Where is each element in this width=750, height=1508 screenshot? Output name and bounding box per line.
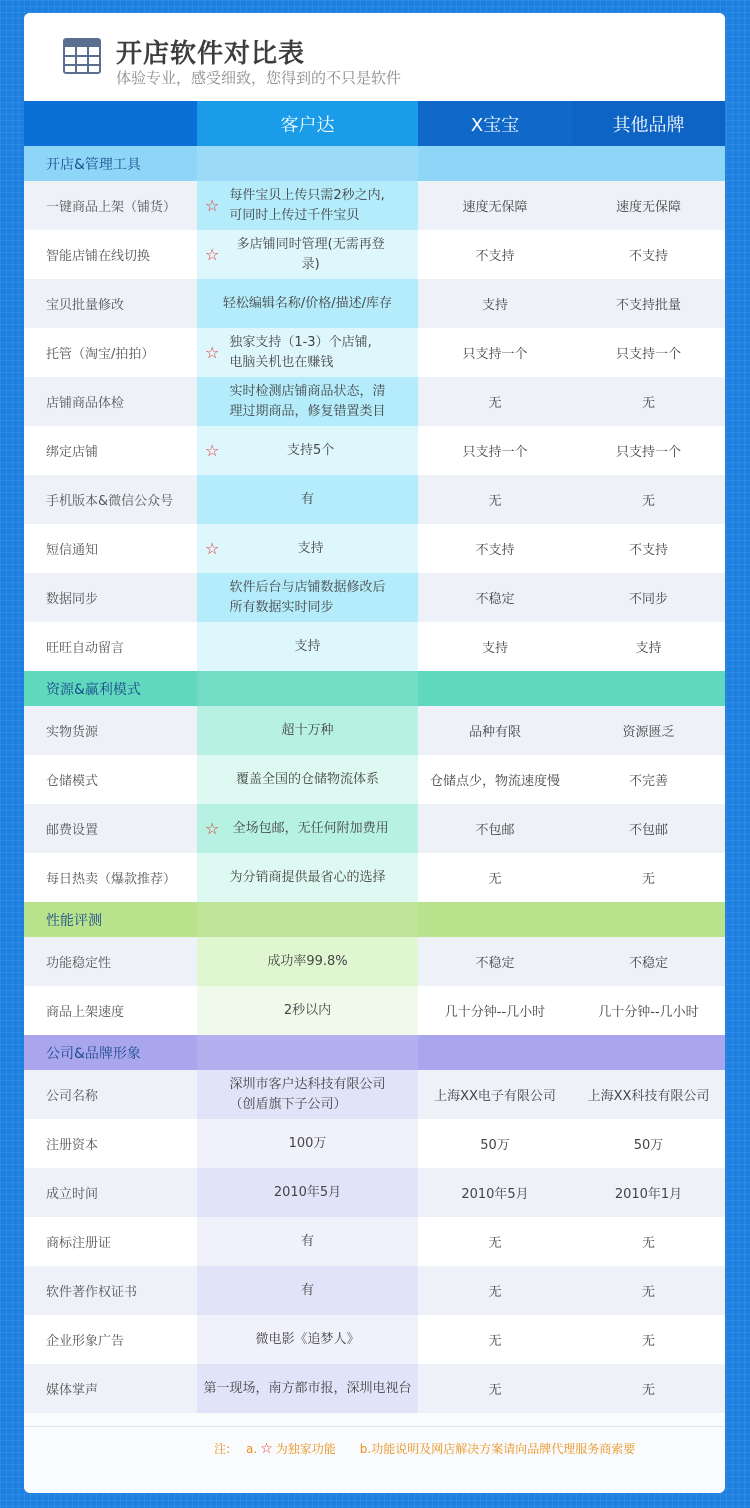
table-row bbox=[24, 853, 725, 902]
kehuda-text bbox=[236, 770, 379, 790]
page-header bbox=[24, 13, 725, 101]
column-header-row bbox=[24, 101, 725, 146]
kehuda-text-line: 支持5个 bbox=[287, 442, 335, 458]
table-row bbox=[24, 755, 725, 804]
row-label: 商标注册证 bbox=[46, 1236, 112, 1251]
xbaobao-value: 支持 bbox=[481, 298, 508, 313]
row-label: 软件著作权证书 bbox=[46, 1285, 138, 1300]
kehuda-value bbox=[197, 1364, 418, 1413]
star-icon: ☆ bbox=[205, 342, 220, 362]
table-row bbox=[24, 706, 725, 755]
star-icon: ☆ bbox=[205, 440, 220, 460]
row-label: 媒体掌声 bbox=[46, 1383, 99, 1398]
xbaobao-value: 只支持一个 bbox=[462, 445, 528, 460]
other-brand-value: 无 bbox=[641, 1236, 655, 1251]
section-header-cell bbox=[197, 1035, 418, 1070]
kehuda-text bbox=[229, 578, 385, 618]
table-row bbox=[24, 1266, 725, 1315]
page-title: 开店软件对比表 bbox=[116, 39, 306, 69]
row-label: 企业形象广告 bbox=[46, 1334, 125, 1349]
star-icon: ☆ bbox=[260, 1440, 273, 1457]
kehuda-text-line: 有 bbox=[300, 1233, 314, 1249]
kehuda-value bbox=[197, 328, 418, 377]
section-header-cell bbox=[572, 1035, 725, 1070]
row-label: 宝贝批量修改 bbox=[46, 298, 125, 313]
kehuda-text bbox=[284, 1001, 331, 1021]
table-row bbox=[24, 1217, 725, 1266]
kehuda-text bbox=[229, 1075, 385, 1115]
xbaobao-value: 无 bbox=[488, 1334, 502, 1349]
footnote-a-text: 为独家功能 bbox=[275, 1442, 336, 1456]
kehuda-text-line: 为分销商提供最省心的选择 bbox=[229, 869, 386, 885]
other-brand-value: 不稳定 bbox=[628, 956, 668, 971]
kehuda-text-line: 软件后台与店铺数据修改后 bbox=[229, 579, 386, 595]
kehuda-text-line: 每件宝贝上传只需2秒之内, bbox=[229, 187, 385, 203]
row-label: 绑定店铺 bbox=[46, 445, 99, 460]
footnote-a bbox=[246, 1440, 336, 1457]
kehuda-value bbox=[197, 706, 418, 755]
kehuda-text bbox=[229, 186, 384, 226]
xbaobao-value: 几十分钟--几小时 bbox=[444, 1005, 546, 1020]
row-label: 实物货源 bbox=[46, 725, 99, 740]
table-row bbox=[24, 279, 725, 328]
kehuda-value bbox=[197, 1217, 418, 1266]
other-brand-value: 只支持一个 bbox=[615, 445, 681, 460]
kehuda-value bbox=[197, 1070, 418, 1119]
column-header-xbaobao: X宝宝 bbox=[418, 101, 572, 146]
other-brand-value: 不包邮 bbox=[628, 823, 668, 838]
kehuda-text-line: 所有数据实时同步 bbox=[229, 599, 334, 615]
kehuda-text-line: 独家支持（1-3）个店铺, bbox=[229, 334, 372, 350]
row-label: 旺旺自动留言 bbox=[46, 641, 125, 656]
kehuda-text bbox=[229, 819, 392, 839]
section-header bbox=[24, 146, 725, 181]
page-subtitle: 体验专业，感受细致，您得到的不只是软件 bbox=[116, 69, 402, 87]
kehuda-text-line: 实时检测店铺商品状态，清 bbox=[229, 383, 386, 399]
kehuda-value bbox=[197, 377, 418, 426]
kehuda-text-line: 深圳市客户达科技有限公司 bbox=[229, 1076, 386, 1092]
kehuda-value bbox=[197, 426, 418, 475]
table-row bbox=[24, 1119, 725, 1168]
section-header-cell bbox=[197, 902, 418, 937]
section-header-cell bbox=[197, 671, 418, 706]
kehuda-value bbox=[197, 804, 418, 853]
kehuda-text bbox=[229, 382, 385, 422]
table-row bbox=[24, 1315, 725, 1364]
xbaobao-value: 50万 bbox=[480, 1138, 510, 1153]
xbaobao-value: 只支持一个 bbox=[462, 347, 528, 362]
other-brand-value: 无 bbox=[641, 494, 655, 509]
section-header-cell bbox=[418, 671, 572, 706]
kehuda-value bbox=[197, 1119, 418, 1168]
xbaobao-value: 无 bbox=[488, 872, 502, 887]
other-brand-value: 无 bbox=[641, 1334, 655, 1349]
table-row bbox=[24, 986, 725, 1035]
kehuda-value bbox=[197, 986, 418, 1035]
section-header-cell bbox=[418, 902, 572, 937]
kehuda-text-line: 理过期商品，修复错置类目 bbox=[229, 403, 386, 419]
row-label: 商品上架速度 bbox=[46, 1005, 125, 1020]
kehuda-value bbox=[197, 475, 418, 524]
kehuda-text-line: 有 bbox=[300, 491, 314, 507]
other-brand-value: 几十分钟--几小时 bbox=[598, 1005, 699, 1020]
kehuda-text-line: 有 bbox=[300, 1282, 314, 1298]
section-header-cell bbox=[197, 146, 418, 181]
kehuda-text bbox=[229, 868, 385, 888]
kehuda-text bbox=[255, 1330, 359, 1350]
row-label: 公司名称 bbox=[46, 1089, 99, 1104]
star-icon: ☆ bbox=[205, 195, 220, 215]
star-icon: ☆ bbox=[205, 244, 220, 264]
kehuda-text-line: 支持 bbox=[297, 540, 324, 556]
xbaobao-value: 2010年5月 bbox=[461, 1187, 529, 1202]
kehuda-text-line: 覆盖全国的仓储物流体系 bbox=[235, 771, 379, 787]
section-header-cell bbox=[572, 671, 725, 706]
table-row bbox=[24, 230, 725, 279]
xbaobao-value: 不稳定 bbox=[475, 956, 515, 971]
comparison-card bbox=[24, 13, 725, 1493]
kehuda-text-line: 超十万种 bbox=[281, 722, 334, 738]
row-label: 一键商品上架（铺货） bbox=[46, 200, 177, 215]
other-brand-value: 只支持一个 bbox=[615, 347, 681, 362]
row-label: 注册资本 bbox=[46, 1138, 99, 1153]
row-label: 短信通知 bbox=[46, 543, 99, 558]
table-row bbox=[24, 573, 725, 622]
xbaobao-value: 仓储点少，物流速度慢 bbox=[429, 774, 560, 789]
kehuda-text bbox=[301, 1281, 314, 1301]
kehuda-value bbox=[197, 279, 418, 328]
kehuda-text bbox=[301, 1232, 314, 1252]
kehuda-value bbox=[197, 937, 418, 986]
xbaobao-value: 无 bbox=[488, 494, 502, 509]
xbaobao-value: 不支持 bbox=[475, 249, 515, 264]
kehuda-text-line: 100万 bbox=[288, 1135, 327, 1151]
kehuda-text-line: 电脑关机也在赚钱 bbox=[229, 354, 334, 370]
column-header-kehuda: 客户达 bbox=[197, 101, 418, 146]
section-title: 开店&管理工具 bbox=[46, 156, 141, 173]
other-brand-value: 无 bbox=[641, 872, 655, 887]
kehuda-value bbox=[197, 573, 418, 622]
table-row bbox=[24, 1364, 725, 1413]
table-row bbox=[24, 181, 725, 230]
xbaobao-value: 速度无保障 bbox=[462, 200, 528, 215]
kehuda-value bbox=[197, 1315, 418, 1364]
other-brand-value: 不同步 bbox=[628, 592, 668, 607]
table-row bbox=[24, 622, 725, 671]
table-grid-icon bbox=[63, 38, 101, 74]
kehuda-text-line: 可同时上传过千件宝贝 bbox=[229, 207, 360, 223]
section-header bbox=[24, 671, 725, 706]
xbaobao-value: 品种有限 bbox=[468, 725, 521, 740]
other-brand-value: 无 bbox=[641, 1285, 655, 1300]
xbaobao-value: 不支持 bbox=[475, 543, 515, 558]
kehuda-value bbox=[197, 1168, 418, 1217]
kehuda-text-line: 微电影《追梦人》 bbox=[255, 1331, 360, 1347]
xbaobao-value: 无 bbox=[488, 1383, 502, 1398]
other-brand-value: 上海XX科技有限公司 bbox=[587, 1089, 710, 1104]
row-label: 每日热卖（爆款推荐） bbox=[46, 872, 177, 887]
star-icon: ☆ bbox=[205, 818, 220, 838]
table-row bbox=[24, 1168, 725, 1217]
footnote-b: b.功能说明及网店解决方案请向品牌代理服务商索要 bbox=[359, 1442, 636, 1456]
table-row bbox=[24, 804, 725, 853]
kehuda-text bbox=[281, 721, 333, 741]
row-label: 功能稳定性 bbox=[46, 956, 112, 971]
section-header-cell bbox=[418, 1035, 572, 1070]
xbaobao-value: 上海XX电子有限公司 bbox=[434, 1089, 556, 1104]
kehuda-text bbox=[229, 539, 392, 559]
kehuda-value bbox=[197, 524, 418, 573]
xbaobao-value: 无 bbox=[488, 396, 502, 411]
kehuda-value bbox=[197, 1266, 418, 1315]
table-row bbox=[24, 377, 725, 426]
kehuda-text-line: 支持 bbox=[294, 638, 321, 654]
other-brand-value: 资源匮乏 bbox=[622, 725, 675, 740]
comparison-table-body bbox=[24, 146, 725, 1413]
section-title: 公司&品牌形象 bbox=[46, 1045, 141, 1062]
row-label: 仓储模式 bbox=[46, 774, 99, 789]
kehuda-text-line: 多店铺同时管理(无需再登录) bbox=[236, 236, 385, 272]
column-header-label bbox=[24, 101, 197, 146]
other-brand-value: 不支持批量 bbox=[615, 298, 681, 313]
star-icon: ☆ bbox=[205, 538, 220, 558]
kehuda-text bbox=[229, 441, 392, 461]
other-brand-value: 无 bbox=[641, 396, 655, 411]
section-header-cell bbox=[572, 902, 725, 937]
kehuda-text-line: 2秒以内 bbox=[283, 1002, 332, 1018]
other-brand-value: 速度无保障 bbox=[615, 200, 681, 215]
kehuda-text-line: 2010年5月 bbox=[273, 1184, 342, 1200]
table-row bbox=[24, 475, 725, 524]
kehuda-value bbox=[197, 853, 418, 902]
kehuda-text bbox=[229, 333, 371, 373]
section-title: 资源&赢利模式 bbox=[46, 681, 141, 698]
other-brand-value: 不支持 bbox=[628, 249, 668, 264]
footnote-a-prefix: a. bbox=[246, 1441, 258, 1456]
kehuda-text-line: 全场包邮，无任何附加费用 bbox=[232, 820, 389, 836]
kehuda-value bbox=[197, 622, 418, 671]
xbaobao-value: 不包邮 bbox=[475, 823, 515, 838]
kehuda-value bbox=[197, 230, 418, 279]
section-title: 性能评测 bbox=[46, 912, 102, 929]
kehuda-text bbox=[274, 1183, 341, 1203]
row-label: 数据同步 bbox=[46, 592, 99, 607]
section-header-cell bbox=[572, 146, 725, 181]
column-header-other: 其他品牌 bbox=[572, 101, 725, 146]
kehuda-value bbox=[197, 181, 418, 230]
other-brand-value: 50万 bbox=[633, 1138, 664, 1153]
other-brand-value: 2010年1月 bbox=[614, 1187, 683, 1202]
kehuda-text-line: 第一现场，南方都市报，深圳电视台 bbox=[203, 1380, 412, 1396]
kehuda-value bbox=[197, 755, 418, 804]
row-label: 智能店铺在线切换 bbox=[46, 249, 151, 264]
kehuda-text bbox=[203, 1379, 411, 1399]
row-label: 邮费设置 bbox=[46, 823, 99, 838]
footnote-label: 注: bbox=[214, 1442, 231, 1456]
table-row bbox=[24, 1070, 725, 1119]
other-brand-value: 不支持 bbox=[628, 543, 668, 558]
kehuda-text-line: （创盾旗下子公司） bbox=[229, 1096, 347, 1112]
xbaobao-value: 无 bbox=[488, 1285, 502, 1300]
other-brand-value: 不完善 bbox=[628, 774, 668, 789]
table-row bbox=[24, 328, 725, 377]
other-brand-value: 无 bbox=[641, 1383, 655, 1398]
kehuda-text bbox=[289, 1134, 327, 1154]
row-label: 店铺商品体检 bbox=[46, 396, 125, 411]
kehuda-text bbox=[229, 235, 392, 275]
section-header-cell bbox=[418, 146, 572, 181]
table-row bbox=[24, 426, 725, 475]
row-label: 托管（淘宝/拍拍） bbox=[46, 347, 155, 362]
kehuda-text-line: 轻松编辑名称/价格/描述/库存 bbox=[222, 295, 393, 311]
xbaobao-value: 支持 bbox=[481, 641, 508, 656]
kehuda-text bbox=[267, 952, 347, 972]
section-header bbox=[24, 1035, 725, 1070]
row-label: 成立时间 bbox=[46, 1187, 99, 1202]
other-brand-value: 支持 bbox=[635, 641, 662, 656]
kehuda-text bbox=[223, 294, 392, 314]
section-header bbox=[24, 902, 725, 937]
row-label: 手机版本&微信公众号 bbox=[46, 494, 174, 509]
xbaobao-value: 无 bbox=[488, 1236, 502, 1251]
table-row bbox=[24, 524, 725, 573]
xbaobao-value: 不稳定 bbox=[475, 592, 515, 607]
table-row bbox=[24, 937, 725, 986]
kehuda-text bbox=[301, 490, 314, 510]
kehuda-text bbox=[294, 637, 320, 657]
footnote bbox=[24, 1426, 725, 1470]
kehuda-text-line: 成功率99.8% bbox=[267, 953, 348, 969]
